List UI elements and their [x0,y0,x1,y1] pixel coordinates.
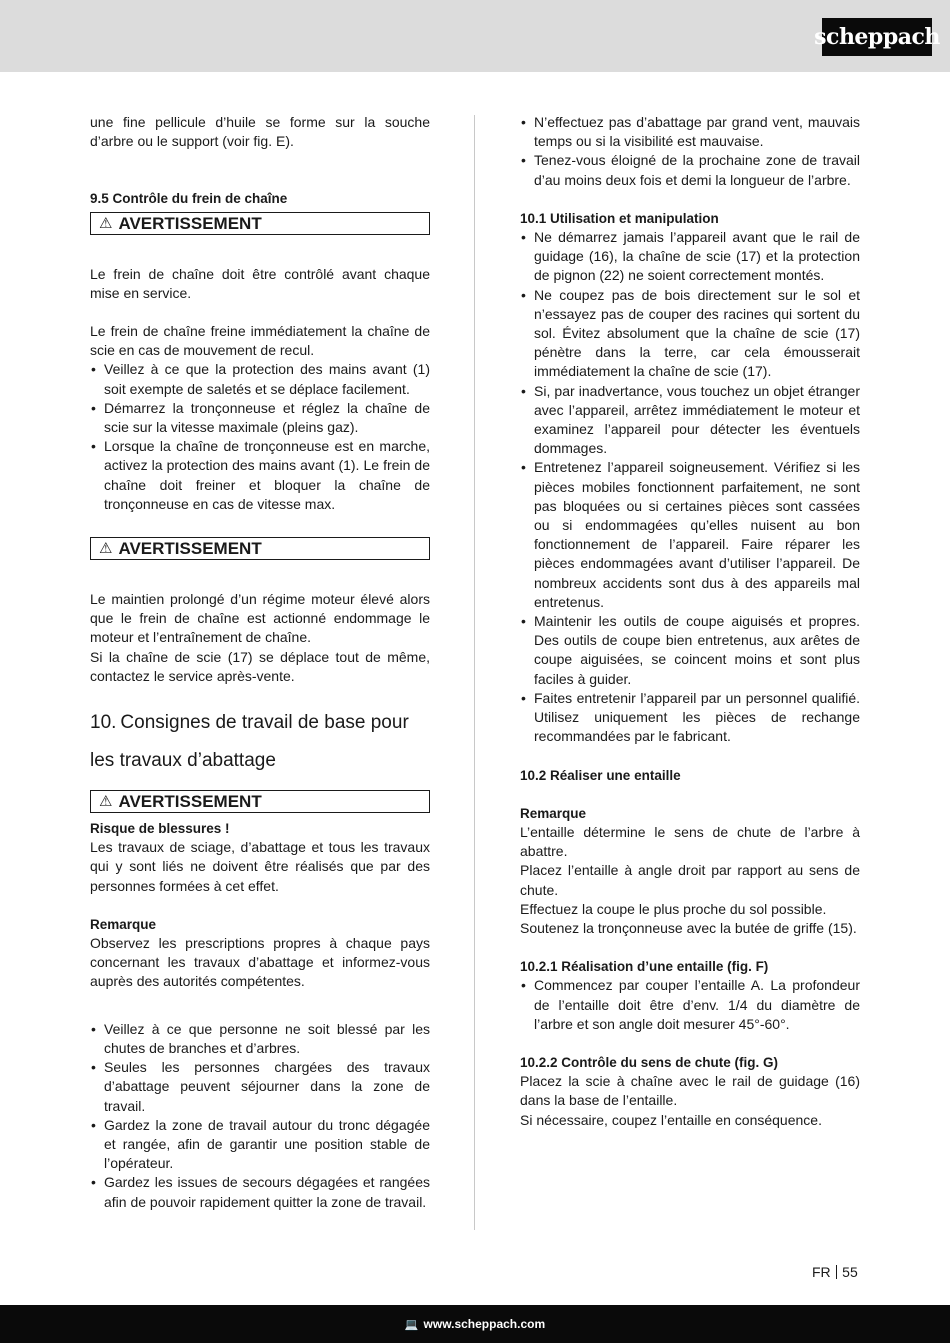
website-link[interactable]: www.scheppach.com [423,1317,546,1331]
list-item: • Si, par inadvertance, vous touchez un objet étranger avec l’appareil, arrêtez immédiatement le moteur et examinez l’appareil pour détecter les éventuels dommages. [520,382,860,459]
paragraph: Le maintien prolongé d’un régime moteur élevé alors que le frein de chaîne est actionné endommage le moteur et l’entraînement de chaîne. [90,591,430,646]
list-item: • Faites entretenir l’appareil par un personnel qualifié. Utilisez uniquement les pièces de rechange recommandées par le fabricant. [520,689,860,747]
page-number-value: 55 [842,1264,858,1280]
paragraph: Si la chaîne de scie (17) se déplace tout de même, contactez le service après-vente. [90,648,430,684]
paragraph: Observez les prescriptions propres à chaque pays concernant les travaux d’abattage et informez-vous auprès des autorités compétentes. [90,935,430,990]
paragraph: Les travaux de sciage, d’abattage et tous les travaux qui y sont liés ne doivent être réalisés que par des personnes formées à cet effet. [90,839,430,894]
section-10-title-line2: les travaux d’abattage [90,750,276,772]
paragraph: Effectuez la coupe le plus proche du sol possible. [520,900,827,917]
list-item: • Ne coupez pas de bois directement sur le sol et n’essayez pas de couper des racines qui sortent du sol. Évitez absolument que la chaîne de scie (17) pénètre dans la terre, car cela émousserait immédiatement la chaîne de scie (17). [520,286,860,382]
list-item: • Entretenez l’appareil soigneusement. Vérifiez si les pièces mobiles fonctionnent parfaitement, ne sont pas bloquées ou si certaines pièces sont cassées ou si endommagées qu’elles nuisent au bon fonctionnement de l’appareil. Faire réparer les pièces endommagées avant d’utiliser l’appareil. De nombreux accidents sont dus à des appareils mal entretenus. [520,458,860,612]
list-item: • Lorsque la chaîne de tronçonneuse est en marche, activez la protection des mains avant (1). Le frein de chaîne doit freiner et bloquer la chaîne de tronçonneuse en cas de vitesse max. [90,437,430,514]
page-number [812,1264,858,1280]
section-10-2-2-heading: 10.2.2 Contrôle du sens de chute (fig. G) [520,1054,779,1070]
warning-icon: ⚠ [99,792,113,810]
intro-text: une fine pellicule d’huile se forme sur la souche d’arbre ou le support (voir fig. E). [90,114,430,150]
list-item: • Veillez à ce que la protection des mains avant (1) soit exempte de saletés et se déplace facilement. [90,360,430,398]
list-item: • Seules les personnes chargées des travaux d’abattage peuvent séjourner dans la zone de travail. [90,1058,430,1116]
bullet-list [520,228,860,746]
paragraph: Le frein de chaîne freine immédiatement la chaîne de scie en cas de mouvement de recul. [90,323,430,359]
list-item: • N’effectuez pas d’abattage par grand vent, mauvais temps ou si la visibilité est mauvaise. [520,113,860,151]
section-number: 10. [90,712,117,734]
separator [836,1265,838,1279]
computer-icon: 💻 [404,1318,419,1331]
paragraph: L’entaille détermine le sens de chute de l’arbre à abattre. [520,823,860,860]
bullet-list [90,360,430,514]
warning-box [90,790,430,813]
header-bar [0,0,950,72]
list-item: • Maintenir les outils de coupe aiguisés et propres. Des outils de coupe bien entretenus, aux arêtes de coupe aiguisées, se coincent moins et sont plus faciles à guider. [520,612,860,689]
section-10-1-heading: 10.1 Utilisation et manipulation [520,210,719,226]
left-column [90,113,430,1212]
list-item: • Démarrez la tronçonneuse et réglez la chaîne de scie sur la vitesse maximale (pleins gaz). [90,399,430,437]
list-item: • Gardez la zone de travail autour du tronc dégagée et rangée, afin de garantir une position stable de l’opérateur. [90,1116,430,1174]
risk-heading: Risque de blessures ! [90,821,230,837]
warning-icon: ⚠ [99,539,113,557]
list-item: • Ne démarrez jamais l’appareil avant que le rail de guidage (16), la chaîne de scie (17) et la protection de pignon (22) ne soient correctement montés. [520,228,860,286]
footer-bar [0,1305,950,1343]
list-item: • Tenez-vous éloigné de la prochaine zone de travail d’au moins deux fois et demi la longueur de l’arbre. [520,151,860,189]
section-10-2-1-heading: 10.2.1 Réalisation d’une entaille (fig. F) [520,959,769,975]
remarque-heading: Remarque [520,805,587,821]
right-column [520,113,860,1130]
list-item: • Commencez par couper l’entaille A. La profondeur de l’entaille doit être d’env. 1/4 du diamètre de l’arbre et son angle doit mesurer 45°-60°. [520,976,860,1034]
bullet-list [90,1020,430,1212]
remarque-heading: Remarque [90,916,157,932]
list-item: • Veillez à ce que personne ne soit blessé par les chutes de branches et d’arbres. [90,1020,430,1058]
warning-label: AVERTISSEMENT [118,791,262,811]
paragraph: Le frein de chaîne doit être contrôlé avant chaque mise en service. [90,265,430,301]
section-10-title: 10. Consignes de travail de base pour [90,712,409,734]
paragraph: Placez l’entaille à angle droit par rapport au sens de chute. [520,862,860,898]
section-9-5-heading: 9.5 Contrôle du frein de chaîne [90,191,288,207]
bullet-list [520,976,860,1034]
language-code: FR [812,1264,831,1280]
paragraph: Si nécessaire, coupez l’entaille en conséquence. [520,1111,822,1128]
bullet-list [520,113,860,190]
list-item: • Gardez les issues de secours dégagées et rangées afin de pouvoir rapidement quitter la zone de travail. [90,1173,430,1211]
warning-icon: ⚠ [99,214,113,232]
brand-logo: scheppach [822,18,932,56]
paragraph: Soutenez la tronçonneuse avec la butée de griffe (15). [520,919,857,936]
warning-box [90,537,430,560]
warning-box [90,212,430,235]
warning-label: AVERTISSEMENT [118,213,262,233]
column-divider [474,115,475,1230]
paragraph: Placez la scie à chaîne avec le rail de guidage (16) dans la base de l’entaille. [520,1073,860,1109]
warning-label: AVERTISSEMENT [118,538,262,558]
section-10-2-heading: 10.2 Réaliser une entaille [520,767,681,783]
